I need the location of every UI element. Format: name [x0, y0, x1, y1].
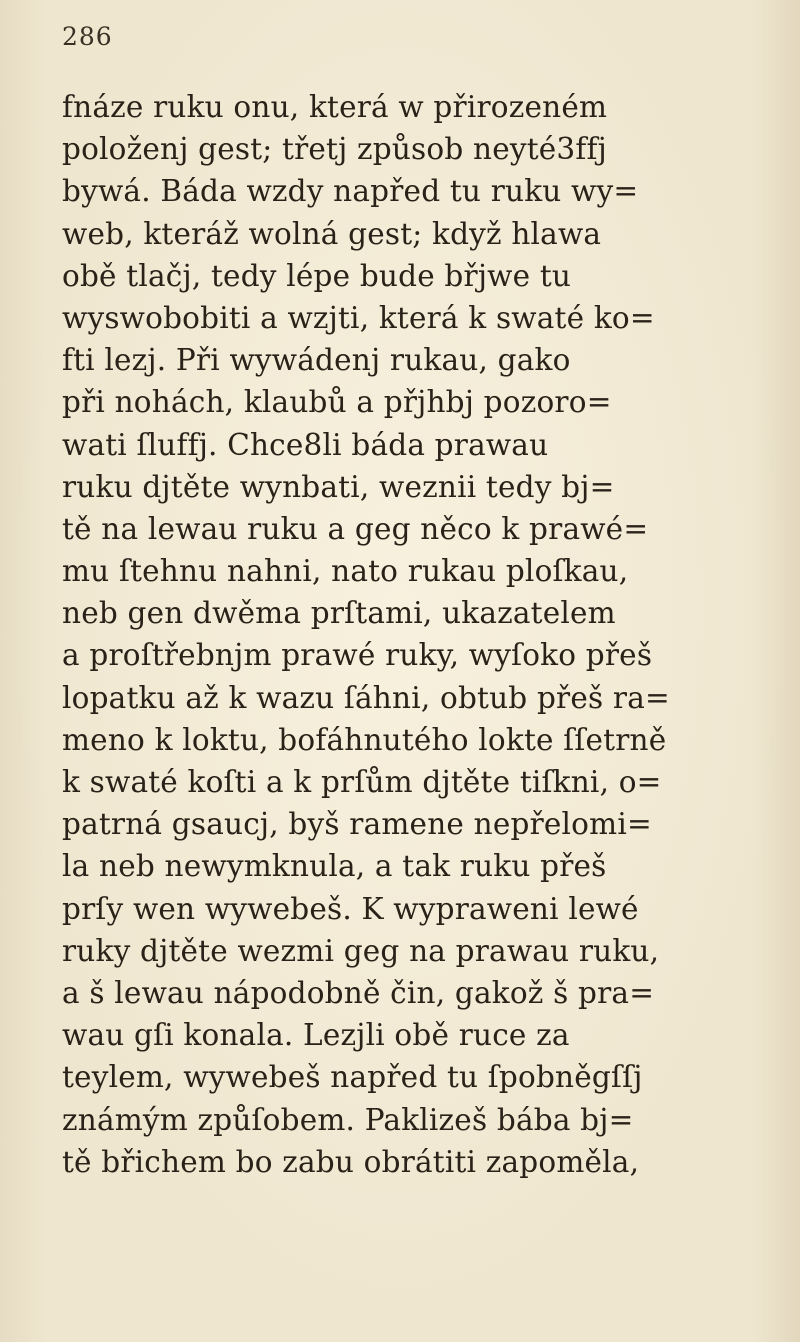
text-line: patrná gsaucj, byš ramene nepřelomi= — [62, 807, 652, 842]
text-line: bywá. Báda wzdy napřed tu ruku wy= — [62, 174, 639, 209]
text-line: wau gſi konala. Lezjli obě ruce za — [62, 1018, 570, 1053]
body-text — [62, 86, 772, 1183]
text-line: teylem, wywebeš napřed tu ſpobněgſſj — [62, 1060, 643, 1095]
text-line: prſy wen wywebeš. K wypraweni lewé — [62, 891, 639, 926]
text-line: mu ſtehnu nahni, nato rukau ploſkau, — [62, 554, 629, 589]
text-line: fti lezj. Při wywádenj rukau, gako — [62, 343, 571, 378]
text-line: obě tlačj, tedy lépe bude břjwe tu — [62, 258, 572, 293]
text-line: fnáze ruku onu, která w přirozeném — [62, 90, 608, 124]
text-line: při nohách, klaubů a přjhbj pozoro= — [62, 385, 612, 420]
text-line: a proſtřebnjm prawé ruky, wyſoko přeš — [62, 638, 653, 673]
text-line: ruky djtěte wezmi geg na prawau ruku, — [62, 933, 660, 968]
text-line: lopatku až k wazu ſáhni, obtub přeš ra= — [62, 680, 670, 715]
text-line: a š lewau nápodobně čin, gakož š pra= — [62, 975, 655, 1010]
text-line: k swaté koſti a k prſům djtěte tiſkni, o= — [62, 765, 662, 799]
page-number: 286 — [62, 22, 113, 51]
text-line: la neb newymknula, a tak ruku přeš — [62, 849, 607, 884]
text-line: ruku djtěte wynbati, weznii tedy bj= — [62, 469, 615, 504]
text-line: wyswobobiti a wzjti, která k swaté ko= — [62, 300, 655, 335]
text-line: meno k loktu, bofáhnutého lokte ſſetrně — [62, 722, 667, 757]
text-line: web, kteráž wolná gest; když hlawa — [62, 216, 602, 251]
text-line: wati ſluffj. Chce8li báda prawau — [62, 427, 549, 462]
text-line: známým způſobem. Paklizeš bába bj= — [62, 1102, 634, 1137]
text-line: položenj gest; třetj způsob neyté3ffj — [62, 132, 607, 167]
text-line: tě břichem bo zabu obrátiti zapoměla, — [62, 1144, 640, 1179]
text-line: neb gen dwěma prſtami, ukazatelem — [62, 596, 616, 631]
text-line: tě na lewau ruku a geg něco k prawé= — [62, 511, 649, 546]
